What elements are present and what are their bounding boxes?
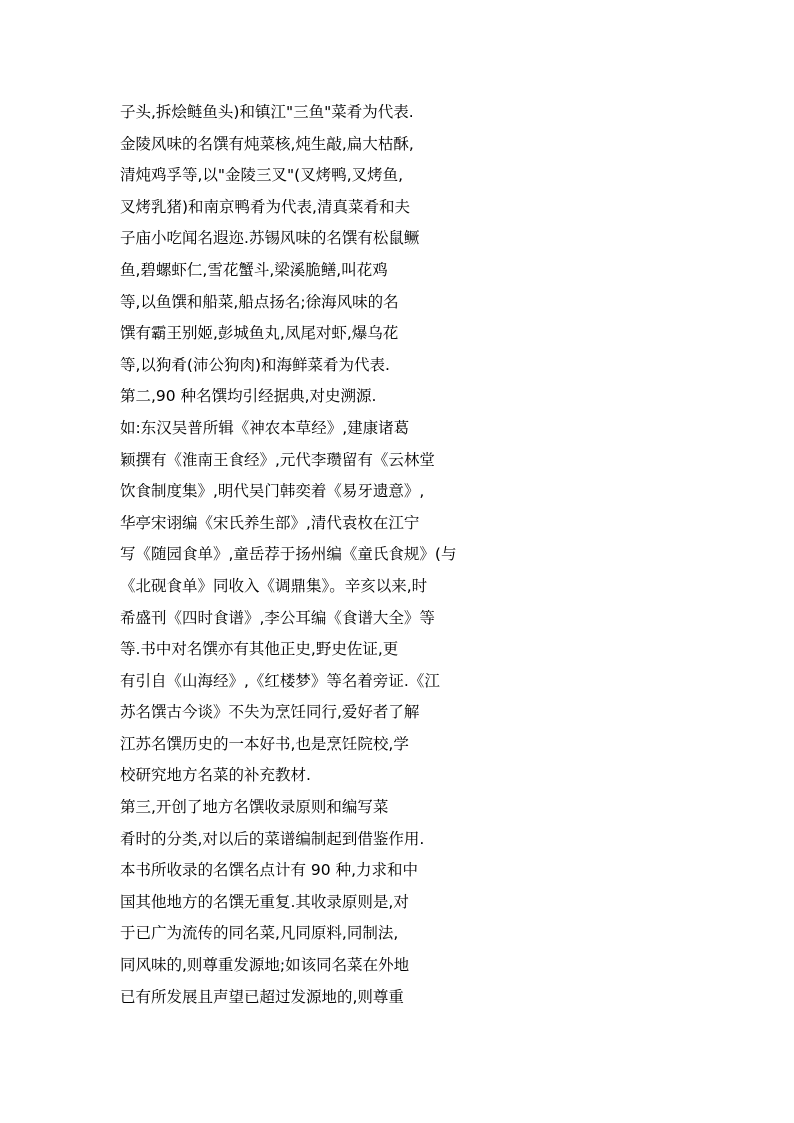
text-line: 颖撰有《淮南王食经》,元代李瓒留有《云林堂	[120, 450, 435, 469]
text-line: 苏名馔古今谈》不失为烹饪同行,爱好者了解	[120, 703, 420, 722]
text-line: 肴时的分类,对以后的菜谱编制起到借鉴作用.	[120, 829, 425, 848]
text-line: 子头,拆烩鲢鱼头)和镇江"三鱼"菜肴为代表.	[120, 103, 414, 121]
text-line: 已有所发展且声望已超过发源地的,则尊重	[120, 987, 404, 1006]
text-line: 等,以鱼馔和船菜,船点扬名;徐海风味的名	[120, 292, 399, 311]
text-line: 校研究地方名菜的补充教材.	[120, 766, 311, 785]
text-line: 希盛刊《四时食谱》,李公耳编《食谱大全》等	[120, 608, 435, 627]
text-line: 于已广为流传的同名菜,凡同原料,同制法,	[120, 924, 399, 943]
text-line: 有引自《山海经》,《红楼梦》等名着旁证.《江	[120, 671, 440, 690]
body-text	[120, 97, 740, 1013]
text-line: 同风味的,则尊重发源地;如该同名菜在外地	[120, 956, 410, 975]
text-line: 国其他地方的名馔无重复.其收录原则是,对	[120, 892, 409, 911]
text-line: 馔有霸王别姬,彭城鱼丸,凤尾对虾,爆乌花	[120, 324, 399, 343]
text-line: 写《随园食单》,童岳荐于扬州编《童氏食规》(与	[120, 545, 457, 564]
text-line: 等,以狗肴(沛公狗肉)和海鲜菜肴为代表.	[120, 355, 390, 374]
text-line: 本书所收录的名馔名点计有 90 种,力求和中	[120, 861, 419, 880]
text-line: 《北砚食单》同收入《调鼎集》。辛亥以来,时	[120, 576, 428, 595]
text-line: 鱼,碧螺虾仁,雪花蟹斗,梁溪脆鳝,叫花鸡	[120, 260, 388, 279]
text-line: 第三,开创了地方名馔收录原则和编写菜	[120, 798, 389, 817]
text-line: 第二,90 种名馔均引经据典,对史溯源.	[120, 387, 377, 406]
text-line: 等.书中对名馔亦有其他正史,野史佐证,更	[120, 640, 399, 659]
text-line: 饮食制度集》,明代吴门韩奕着《易牙遗意》,	[120, 482, 425, 501]
text-line: 江苏名馔历史的一本好书,也是烹饪院校,学	[120, 734, 409, 753]
text-line: 叉烤乳猪)和南京鸭肴为代表,清真菜肴和夫	[120, 197, 410, 216]
text-line: 金陵风味的名馔有炖菜核,炖生敲,扁大枯酥,	[120, 134, 414, 153]
text-line: 如:东汉吴普所辑《神农本草经》,建康诸葛	[120, 418, 410, 437]
text-line: 华亭宋诩编《宋氏养生部》,清代袁枚在江宁	[120, 513, 420, 532]
text-line: 子庙小吃闻名遐迩.苏锡风味的名馔有松鼠鳜	[120, 229, 420, 248]
text-line: 清炖鸡孚等,以"金陵三叉"(叉烤鸭,叉烤鱼,	[120, 166, 404, 185]
